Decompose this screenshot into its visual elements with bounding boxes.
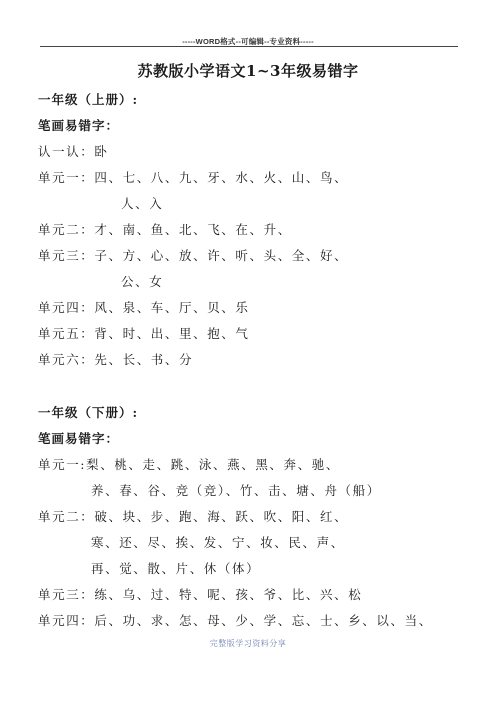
page-footer: 完整版学习资料分享 xyxy=(209,639,287,648)
list-item-continuation xyxy=(38,269,468,295)
subheading-stroke-errors: 笔画易错字： xyxy=(38,118,120,133)
char-list: 公、女 xyxy=(121,274,164,289)
unit-label: 单元二： xyxy=(38,509,95,524)
document-title: 苏教版小学语文1~3年级易错字 xyxy=(137,62,359,80)
char-list: 才、南、鱼、北、飞、在、升、 xyxy=(94,222,292,237)
list-item xyxy=(38,165,468,191)
char-list: 梨、桃、走、跳、泳、燕、黑、奔、驰、 xyxy=(86,457,340,472)
list-item xyxy=(38,295,468,321)
unit-label: 认一认： xyxy=(38,144,95,159)
char-list: 人、入 xyxy=(121,196,164,211)
unit-label: 单元二： xyxy=(38,222,95,237)
unit-label: 单元一: xyxy=(38,457,87,472)
char-list: 后、功、求、怎、母、少、学、忘、士、乡、以、当、 xyxy=(94,613,433,628)
list-item-continuation xyxy=(38,191,468,217)
unit-label: 单元四： xyxy=(38,300,95,315)
section-heading-grade1-lower: 一年级（下册）: xyxy=(38,405,139,420)
list-item xyxy=(38,243,468,269)
list-item-continuation xyxy=(38,556,468,582)
list-item xyxy=(38,582,468,608)
char-list: 破、块、步、跑、海、跃、吹、阳、红、 xyxy=(94,509,349,524)
list-item xyxy=(38,504,468,530)
section-heading-grade1-upper: 一年级（上册）: xyxy=(38,92,139,107)
char-list: 卧 xyxy=(94,144,109,159)
char-list: 子、方、心、放、许、听、头、全、好、 xyxy=(94,248,349,263)
subheading-stroke-errors: 笔画易错字： xyxy=(38,431,120,446)
document-body xyxy=(38,87,468,634)
page-header: -----WORD格式--可编辑--专业资料----- xyxy=(182,37,314,46)
char-list: 寒、还、尽、挨、发、宁、妆、民、声、 xyxy=(91,535,345,550)
list-item xyxy=(38,347,468,373)
unit-label: 单元六： xyxy=(38,352,95,367)
unit-label: 单元一： xyxy=(38,170,95,185)
char-list: 先、长、书、分 xyxy=(94,352,194,367)
char-list: 四、七、八、九、牙、水、火、山、鸟、 xyxy=(94,170,349,185)
section-spacer xyxy=(38,373,468,400)
list-item xyxy=(38,608,468,634)
list-item xyxy=(38,217,468,243)
unit-label: 单元四： xyxy=(38,613,95,628)
unit-label: 单元三： xyxy=(38,248,95,263)
list-item-continuation xyxy=(38,478,468,504)
list-item xyxy=(38,321,468,347)
char-list: 背、时、出、里、抱、气 xyxy=(94,326,250,341)
list-item xyxy=(38,452,468,478)
unit-label: 单元五： xyxy=(38,326,95,341)
unit-label: 单元三： xyxy=(38,587,95,602)
list-item-continuation xyxy=(38,530,468,556)
list-item xyxy=(38,139,468,165)
char-list: 练、乌、过、特、呢、孩、爷、比、兴、松 xyxy=(94,587,363,602)
char-list: 养、春、谷、竞（竞）、竹、击、塘、舟（船） xyxy=(91,483,381,498)
char-list: 风、泉、车、厅、贝、乐 xyxy=(94,300,250,315)
char-list: 再、觉、散、片、休（体） xyxy=(91,561,261,576)
header-divider xyxy=(40,46,458,47)
